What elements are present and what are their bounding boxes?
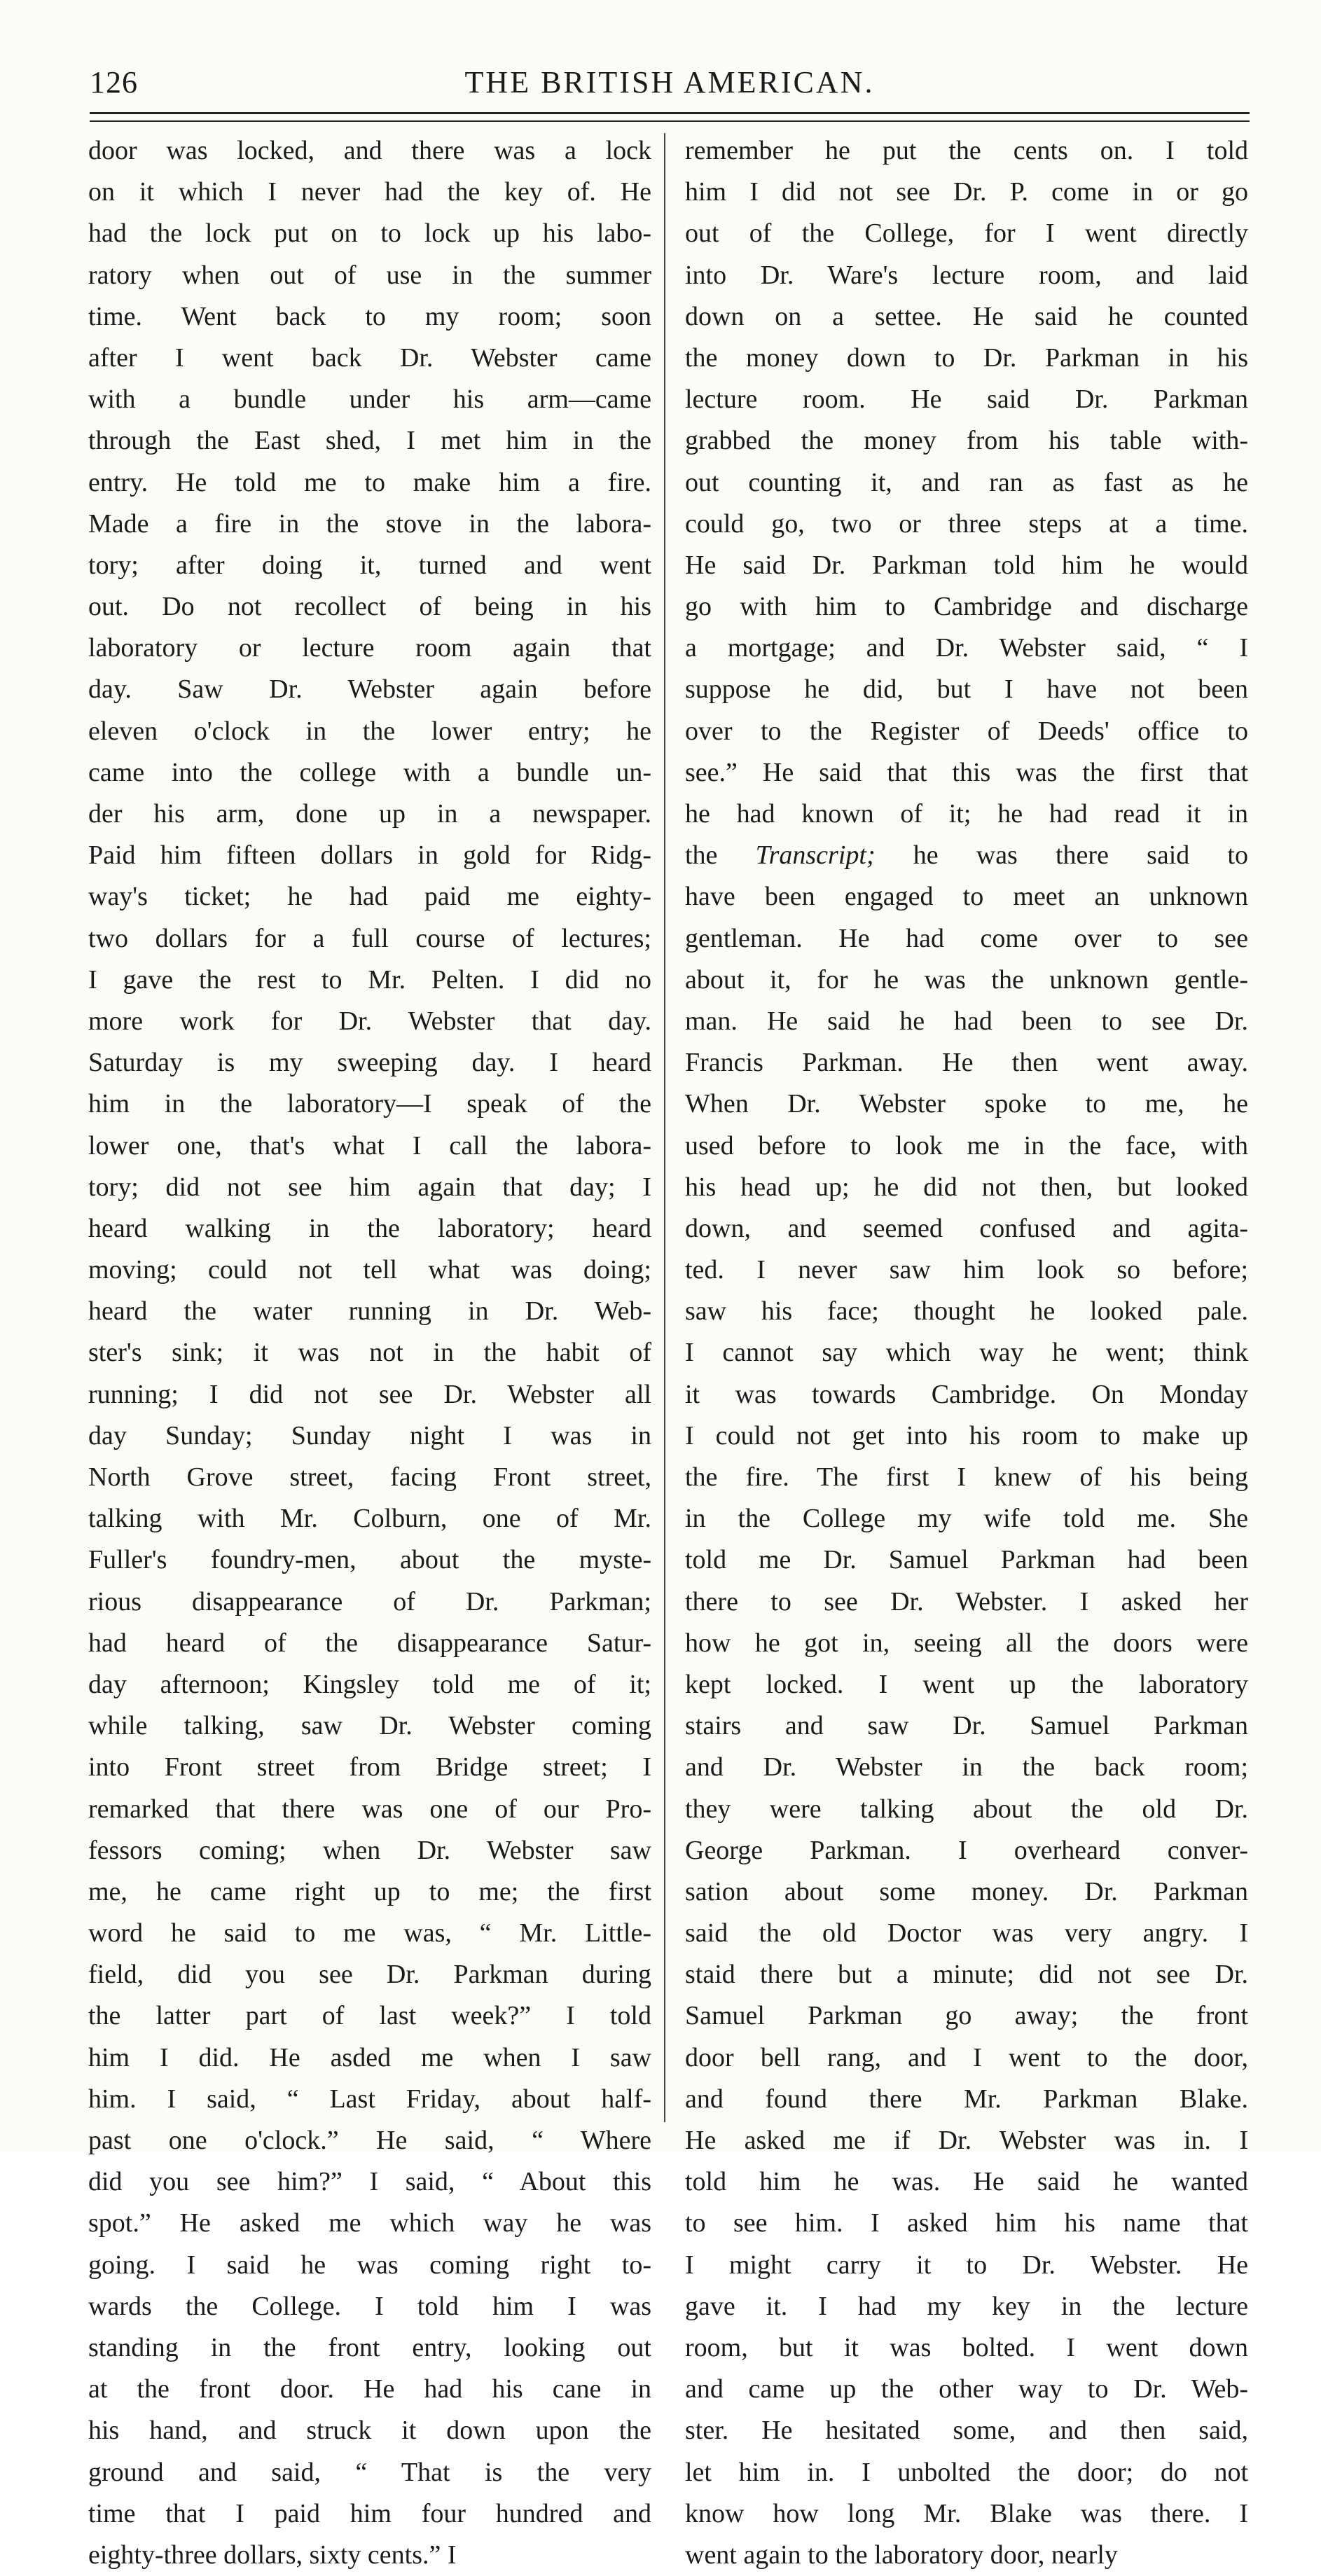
text-line: tory; after doing it, turned and went [88,550,651,580]
text-line: I might carry it to Dr. Webster. He [685,2250,1248,2280]
text-line: his hand, and struck it down upon the [88,2416,651,2446]
right-column [685,130,1248,2576]
text-line: the fire. The first I knew of his being [685,1462,1248,1492]
text-line: and Dr. Webster in the back room; [685,1752,1248,1782]
text-line: day. Saw Dr. Webster again before [88,674,651,705]
text-line: He asked me if Dr. Webster was in. I [685,2126,1248,2155]
text-line: and came up the other way to Dr. Web- [685,2374,1248,2404]
text-line: day afternoon; Kingsley told me of it; [88,1669,651,1699]
text-line: the latter part of last week?” I told [88,2001,651,2031]
text-line: remember he put the cents on. I told [685,136,1248,165]
text-line: entry. He told me to make him a fire. [88,467,651,497]
text-line: two dollars for a full course of lectures; [88,923,651,953]
text-line: gentleman. He had come over to see [685,923,1248,953]
text-line: Saturday is my sweeping day. I heard [88,1048,651,1078]
text-line: could go, two or three steps at a time. [685,508,1248,539]
text-line: heard the water running in Dr. Web- [88,1296,651,1327]
text-line: stairs and saw Dr. Samuel Parkman [685,1711,1248,1741]
text-line: went again to the laboratory door, nearly [685,2540,1118,2570]
text-line: to see him. I asked him his name that [685,2208,1248,2238]
text-line: ster. He hesitated some, and then said, [685,2416,1248,2446]
text-line: fessors coming; when Dr. Webster saw [88,1835,651,1865]
text-line: room, but it was bolted. I went down [685,2332,1248,2362]
text-line: heard walking in the laboratory; heard [88,1213,651,1243]
text-line: they were talking about the old Dr. [685,1794,1248,1824]
text-line: him. I said, “ Last Friday, about half- [88,2084,651,2114]
text-line: I cannot say which way he went; think [685,1338,1248,1368]
text-line: had the lock put on to lock up his labo- [88,219,651,249]
text-line: kept locked. I went up the laboratory [685,1669,1248,1699]
text-line: gave it. I had my key in the lecture [685,2291,1248,2321]
text-line: time. Went back to my room; soon [88,301,651,331]
text-line: the money down to Dr. Parkman in his [685,342,1248,373]
text-line: He said Dr. Parkman told him he would [685,550,1248,580]
text-line: man. He said he had been to see Dr. [685,1006,1248,1036]
column-divider [664,133,665,2122]
text-line: into Dr. Ware's lecture room, and laid [685,260,1248,290]
text-line: ster's sink; it was not in the habit of [88,1338,651,1368]
text-line: grabbed the money from his table with- [685,426,1248,456]
text-line: door was locked, and there was a lock [88,136,651,165]
text-line: there to see Dr. Webster. I asked her [685,1586,1248,1616]
text-line: the Transcript; he was there said to [685,840,1248,871]
page-number: 126 [90,65,138,99]
text-line: how he got in, seeing all the doors were [685,1628,1248,1658]
text-line: way's ticket; he had paid me eighty- [88,882,651,912]
text-line: let him in. I unbolted the door; do not [685,2457,1248,2487]
text-line: told him he was. He said he wanted [685,2167,1248,2197]
text-line: saw his face; thought he looked pale. [685,1296,1248,1327]
header-rule-thick [90,112,1250,114]
text-line: going. I said he was coming right to- [88,2250,651,2280]
text-line: field, did you see Dr. Parkman during [88,1960,651,1990]
text-line: on it which I never had the key of. He [88,177,651,207]
text-line: him I did. He asded me when I saw [88,2042,651,2072]
text-line: a mortgage; and Dr. Webster said, “ I [685,633,1248,663]
text-line: it was towards Cambridge. On Monday [685,1379,1248,1409]
text-line: know how long Mr. Blake was there. I [685,2498,1248,2528]
left-column [88,130,651,2576]
text-line: sation about some money. Dr. Parkman [685,1876,1248,1906]
text-line: ground and said, “ That is the very [88,2457,651,2487]
text-line: Fuller's foundry-men, about the myste- [88,1545,651,1575]
text-line: go with him to Cambridge and discharge [685,592,1248,622]
text-line: North Grove street, facing Front street, [88,1462,651,1492]
text-line: with a bundle under his arm—came [88,385,651,415]
text-line: I gave the rest to Mr. Pelten. I did no [88,964,651,995]
text-line: him in the laboratory—I speak of the [88,1089,651,1119]
text-line: out. Do not recollect of being in his [88,592,651,622]
text-line: more work for Dr. Webster that day. [88,1006,651,1036]
text-line: ted. I never saw him look so before; [685,1255,1248,1285]
text-line: Francis Parkman. He then went away. [685,1048,1248,1078]
text-line: while talking, saw Dr. Webster coming [88,1711,651,1741]
text-line: have been engaged to meet an unknown [685,882,1248,912]
text-line: der his arm, done up in a newspaper. [88,799,651,829]
text-line: spot.” He asked me which way he was [88,2208,651,2238]
text-line: running; I did not see Dr. Webster all [88,1379,651,1409]
text-line: and found there Mr. Parkman Blake. [685,2084,1248,2114]
text-line: down, and seemed confused and agita- [685,1213,1248,1243]
text-line: ratory when out of use in the summer [88,260,651,290]
text-line: standing in the front entry, looking out [88,2332,651,2362]
text-line: Samuel Parkman go away; the front [685,2001,1248,2031]
text-line: suppose he did, but I have not been [685,674,1248,705]
text-line: lecture room. He said Dr. Parkman [685,385,1248,415]
text-line: his head up; he did not then, but looked [685,1172,1248,1202]
text-line: did you see him?” I said, “ About this [88,2167,651,2197]
text-line: talking with Mr. Colburn, one of Mr. [88,1504,651,1534]
text-line: into Front street from Bridge street; I [88,1752,651,1782]
text-line: When Dr. Webster spoke to me, he [685,1089,1248,1119]
text-line: told me Dr. Samuel Parkman had been [685,1545,1248,1575]
running-title: THE BRITISH AMERICAN. [464,65,875,99]
text-line: Made a fire in the stove in the labora- [88,508,651,539]
text-line: me, he came right up to me; the first [88,1876,651,1906]
text-line: used before to look me in the face, with [685,1130,1248,1161]
text-line: eighty-three dollars, sixty cents.” I [88,2540,457,2570]
text-line: over to the Register of Deeds' office to [685,716,1248,746]
text-line: word he said to me was, “ Mr. Little- [88,1918,651,1948]
text-line: he had known of it; he had read it in [685,799,1248,829]
text-line: him I did not see Dr. P. come in or go [685,177,1248,207]
text-line: after I went back Dr. Webster came [88,342,651,373]
text-line: had heard of the disappearance Satur- [88,1628,651,1658]
header-rule-thin [90,120,1250,122]
text-line: eleven o'clock in the lower entry; he [88,716,651,746]
text-line: remarked that there was one of our Pro- [88,1794,651,1824]
text-line: out of the College, for I went directly [685,219,1248,249]
text-line: tory; did not see him again that day; I [88,1172,651,1202]
text-line: moving; could not tell what was doing; [88,1255,651,1285]
text-line: down on a settee. He said he counted [685,301,1248,331]
text-line: Paid him fifteen dollars in gold for Ridg- [88,840,651,871]
text-line: rious disappearance of Dr. Parkman; [88,1586,651,1616]
text-line: I could not get into his room to make up [685,1420,1248,1450]
text-line: came into the college with a bundle un- [88,757,651,787]
page-header [90,64,1250,106]
text-line: at the front door. He had his cane in [88,2374,651,2404]
text-line: see.” He said that this was the first that [685,757,1248,787]
text-line: past one o'clock.” He said, “ Where [88,2126,651,2155]
text-line: through the East shed, I met him in the [88,426,651,456]
text-line: day Sunday; Sunday night I was in [88,1420,651,1450]
text-line: laboratory or lecture room again that [88,633,651,663]
text-line: out counting it, and ran as fast as he [685,467,1248,497]
text-line: George Parkman. I overheard conver- [685,1835,1248,1865]
text-line: in the College my wife told me. She [685,1504,1248,1534]
text-line: lower one, that's what I call the labora- [88,1130,651,1161]
text-line: about it, for he was the unknown gentle- [685,964,1248,995]
text-line: staid there but a minute; did not see Dr. [685,1960,1248,1990]
text-line: said the old Doctor was very angry. I [685,1918,1248,1948]
text-line: wards the College. I told him I was [88,2291,651,2321]
text-line: time that I paid him four hundred and [88,2498,651,2528]
text-line: door bell rang, and I went to the door, [685,2042,1248,2072]
